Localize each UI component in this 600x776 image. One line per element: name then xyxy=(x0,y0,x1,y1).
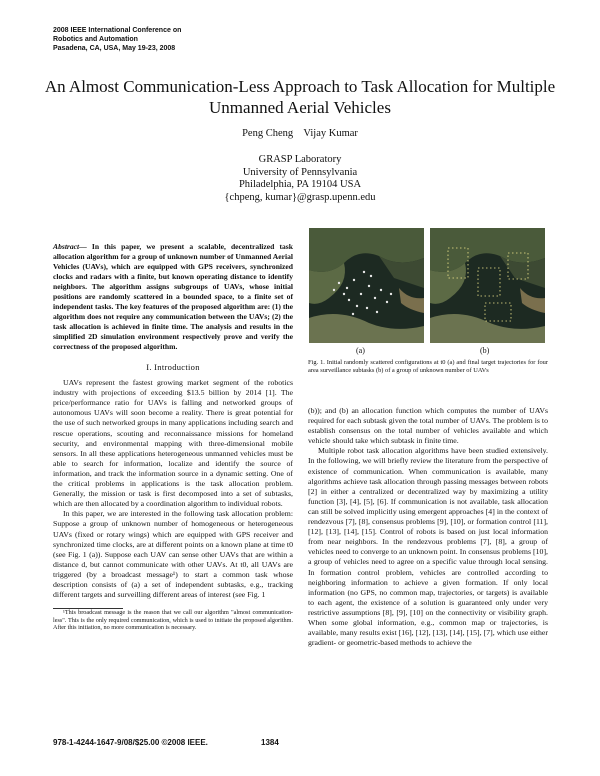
abstract xyxy=(53,242,293,352)
affiliation xyxy=(0,154,600,204)
conference-line: 2008 IEEE International Conference on xyxy=(53,27,182,34)
affiliation-lab: GRASP Laboratory xyxy=(258,154,342,165)
left-column xyxy=(53,242,293,632)
affiliation-email: {chpeng, kumar}@grasp.upenn.edu xyxy=(224,191,376,203)
right-paragraph-1: (b)); and (b) an allocation function which computes the number of UAVs required for each subtask given the total number of UAVs. The problem is to establish consensus on the total number of vehicles available and which vehicle should take which subtask in finite time. xyxy=(308,406,548,446)
figure-1b-map xyxy=(430,228,545,343)
page-footer xyxy=(53,738,313,747)
authors: Peng Cheng Vijay Kumar xyxy=(242,128,358,139)
title-line: An Almost Communication-Less Approach to Task Allocation for Multiple xyxy=(44,77,556,96)
paper-title xyxy=(40,76,560,118)
right-column xyxy=(308,406,548,648)
figure-label-a: (a) xyxy=(356,346,365,355)
intro-paragraph-1: UAVs represent the fastest growing market segment of the robotics industry with projections of exceeding $13.5 billion by 2014 [1]. The price/performance ratio for UAVs is falling and networked groups of autonomous UAVs will soon become a reality. There is great potential for the use of such networked groups in many applications including search and rescue operations, scouting and reconnaissance missions for homeland security, and environmental mapping with three-dimensional mobile sensors. In all these applications heterogeneous unmanned vehicles must be able to search for information, localize and identify the source of information, and track the information source in a dynamic setting. One of the critical problems in applications is the task allocation problem. Generally, the mission or task is first decomposed into a set of subtasks, which are then allocated by a coordination algorithm to individual robots. xyxy=(53,378,293,509)
section-heading: I. Introduction xyxy=(146,362,200,372)
conference-header xyxy=(53,26,253,53)
affiliation-university: University of Pennsylvania xyxy=(242,166,358,178)
footnote: ¹This broadcast message is the reason that we call our algorithm "almost communication-less". This is the only required communication, which is used to initiate the proposed algorithm. After this initiation, no more communication is necessary. xyxy=(53,609,293,632)
figure-label-b: (b) xyxy=(480,346,490,355)
footer-isbn: 978-1-4244-1647-9/08/$25.00 ©2008 IEEE. xyxy=(53,738,208,747)
conference-line: Pasadena, CA, USA, May 19-23, 2008 xyxy=(53,45,176,52)
right-paragraph-2: Multiple robot task allocation algorithms have been studied extensively. In the following, we will briefly review the literature from the perspective of existence of communication. When communication is available, many algorithms achieve task allocation through passing messages between robots [2] in either a centralized or decentralized way by maximizing a utility function [3], [4], [5], [6]. If communication is not available, task allocation can still be solved implicitly using emergent approaches [4] in the context of rendezvous [7], [8], consensus problems [9], [10], or formation control [11], [12], [13], [14], [15]. Control of robots is based on just local information from near neighbors. In the rendezvous problems [7], [8], a group of vehicles need to converge to an unknown point. In consensus problems [10], a group of vehicles need to agree on a specific value through local sensing. In formation control problem, vehicles are controlled according to neighboring information to achieve a given formation. If only local information (no GPS, no common map, trajectories, or targets) is available to each agent, the existence of a solution is guaranteed only under very restrictive assumptions [8], [9], [10] on the connectivity or visibility graph. When some global information, e.g., common map or trajectories, is available, many results exist [16], [12], [13], [14], [15], [7], which use either gradient- or geometric-based methods to achieve the xyxy=(308,446,548,648)
page-number: 1384 xyxy=(261,738,279,747)
conference-line: Robotics and Automation xyxy=(53,36,138,43)
figure-1a-map xyxy=(309,228,424,343)
figure-caption: Fig. 1. Initial randomly scattered configurations at t0 (a) and final target trajectories for four area surveillance subtasks (b) of a group of unknown number of UAVs xyxy=(308,359,548,374)
affiliation-city: Philadelphia, PA 19104 USA xyxy=(238,179,362,190)
intro-paragraph-2: In this paper, we are interested in the following task allocation problem: Suppose a group of unknown number of homogeneous or heterogeneous UAVs (fixed or rotary wings) which are equipped with GPS receiver and synchronized time clocks, are at different points on a known plane at time t0 (see Fig. 1 (a)). Suppose each UAV can sense other UAVs that are within a distance d, but cannot communicate with other UAVs. At t0, all UAVs are triggered (by a broadcast message¹) to start a common task whose description consists of (a) a set of independent subtasks, e.g., tracking different targets and surveilling different areas of interest (see Fig. 1 xyxy=(53,509,293,600)
abstract-label: Abstract xyxy=(53,242,80,251)
title-line: Unmanned Aerial Vehicles xyxy=(209,98,391,117)
abstract-text: — In this paper, we present a scalable, decentralized task allocation algorithm for a group of unknown number of Unmanned Aerial Vehicles (UAVs), which are equipped with GPS receivers, synchronized clocks and radars with a finite, but known operating distance to identify neighbors. The algorithm assigns subgroups of UAVs, whose initial positions are randomly scattered in a bounded space, to a finite set of independent tasks. The key features of the proposed algorithm are: (1) the algorithm does not require any communication between the UAVs; (2) the task allocation is achieved in finite time. The analysis and results in the simplified 2D simulation environment respectively prove and verify the correctness of the proposed algorithm. xyxy=(53,242,293,351)
